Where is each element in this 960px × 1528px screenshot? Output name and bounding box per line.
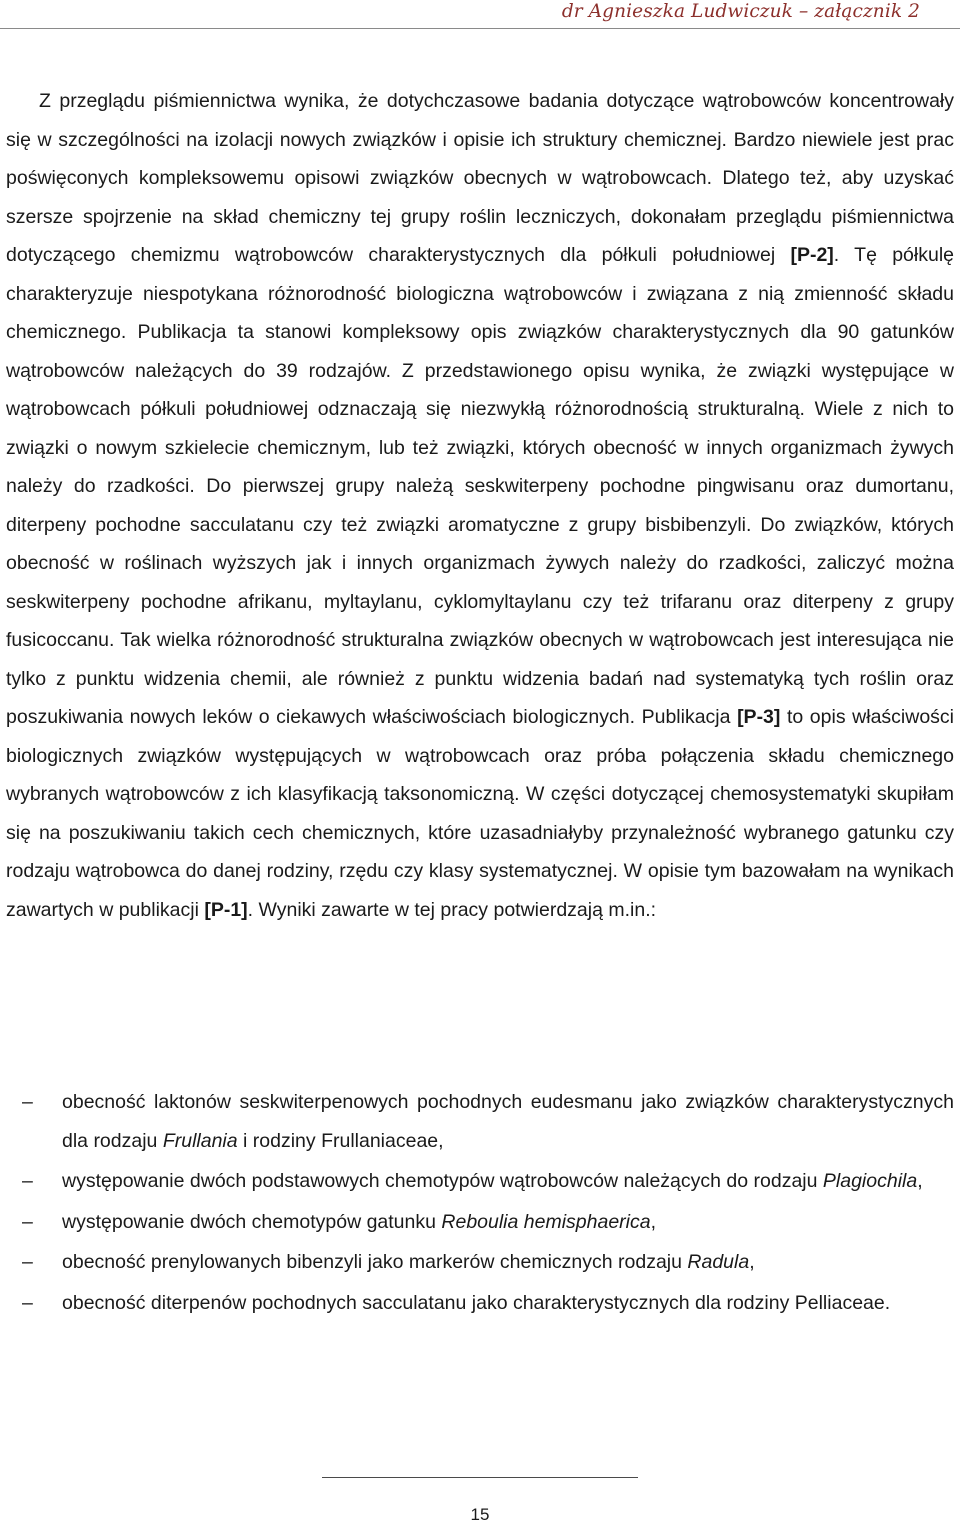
body-paragraph xyxy=(6,82,954,929)
dash-bullet: – xyxy=(22,1210,33,1233)
header-author-text: dr Agnieszka Ludwiczuk – załącznik 2 xyxy=(561,1,920,22)
taxon-name: Reboulia hemisphaerica xyxy=(441,1210,651,1233)
list-item-text-end: , xyxy=(917,1170,923,1192)
list-item xyxy=(6,1083,954,1160)
body-text-part-1: Z przeglądu piśmiennictwa wynika, że dotychczasowe badania dotyczące wątrobowców koncentrowały się w szczególności na izolacji nowych związków i opisie ich struktury chemicznej. Bardzo niewiele jest prac poświęconych kompleksowemu opisowi związków obecnych w wątrobowcach. Dlatego też, aby uzyskać szersze spojrzenie na skład chemiczny tej grupy roślin leczniczych, dokonałam przeglądu piśmiennictwa dotyczącego chemizmu wątrobowców charakterystycznych dla półkuli południowej xyxy=(6,90,954,266)
taxon-name: Plagiochila xyxy=(822,1170,918,1192)
reference-p2: [P-2] xyxy=(790,244,834,266)
dash-bullet: – xyxy=(22,1251,33,1273)
list-item-text-end: , xyxy=(749,1251,755,1273)
findings-list xyxy=(6,1083,954,1324)
list-item-text: występowanie dwóch podstawowych chemotypów wątrobowców należących do rodzaju xyxy=(62,1170,823,1192)
reference-p1: [P-1] xyxy=(204,898,248,921)
list-item-text: obecność diterpenów pochodnych sacculatanu jako charakterystycznych dla rodziny Pelliaceae. xyxy=(62,1291,891,1314)
list-item-text: występowanie dwóch chemotypów gatunku xyxy=(62,1210,442,1233)
reference-p3: [P-3] xyxy=(737,706,781,728)
list-item xyxy=(6,1284,954,1323)
dash-bullet: – xyxy=(22,1170,33,1192)
list-item xyxy=(6,1243,954,1282)
body-text-part-4: . Wyniki zawarte w tej pracy potwierdzają m.in.: xyxy=(247,898,657,921)
list-item-text: obecność prenylowanych bibenzyli jako markerów chemicznych rodzaju xyxy=(62,1251,688,1273)
page-number: 15 xyxy=(470,1505,490,1524)
list-item xyxy=(6,1162,954,1201)
taxon-name: Radula xyxy=(687,1251,750,1273)
list-item-text-end: , xyxy=(650,1210,657,1233)
list-item xyxy=(6,1203,954,1242)
page-header xyxy=(0,0,960,29)
taxon-name: Frullania xyxy=(162,1129,238,1152)
footer-divider xyxy=(322,1477,638,1478)
list-item-text: obecność laktonów seskwiterpenowych pochodnych eudesmanu jako związków charakterystycznych dla rodzaju xyxy=(62,1091,954,1152)
list-item-text-end: i rodziny Frullaniaceae, xyxy=(237,1129,444,1152)
dash-bullet: – xyxy=(22,1291,33,1314)
body-text-part-3: to opis właściwości biologicznych związków występujących w wątrobowcach oraz próba połączenia składu chemicznego wybranych wątrobowców z ich klasyfikacją taksonomiczną. W części dotyczącej chemosystematyki skupiłam się na poszukiwaniu takich cech chemicznych, które uzasadniałyby przynależność wybranego gatunku czy rodzaju wątrobowca do danej rodziny, rzędu czy klasy systematycznej. W opisie tym bazowałam na wynikach zawartych w publikacji xyxy=(6,706,955,921)
body-text-part-2: . Tę półkulę charakteryzuje niespotykana różnorodność biologiczna wątrobowców i związana z nią zmienność składu chemicznego. Publikacja ta stanowi kompleksowy opis związków charakterystycznych dla 90 gatunków wątrobowców należących do 39 rodzajów. Z przedstawionego opisu wynika, że związki występujące w wątrobowcach półkuli południowej odznaczają się niezwykłą różnorodnością strukturalną. Wiele z nich to związki o nowym szkielecie chemicznym, lub też związki, których obecność w innych organizmach żywych należy do rzadkości. Do pierwszej grupy należą seskwiterpeny pochodne pingwisanu oraz dumortanu, diterpeny pochodne sacculatanu czy też związki aromatyczne z grupy bisbibenzyli. Do związków, których obecność w roślinach wyższych jak i innych organizmach żywych należy do rzadkości, zaliczyć można seskwiterpeny pochodne afrikanu, myltaylanu, cyklomyltaylanu czy też trifaranu oraz diterpeny z grupy fusicoccanu. Tak wielka różnorodność strukturalna związków obecnych w wątrobowcach jest interesująca nie tylko z punktu widzenia chemii, ale również z punktu widzenia badań nad systematyką tych roślin oraz poszukiwania nowych leków o ciekawych właściwościach biologicznych. Publikacja xyxy=(6,244,954,728)
dash-bullet: – xyxy=(22,1091,33,1113)
